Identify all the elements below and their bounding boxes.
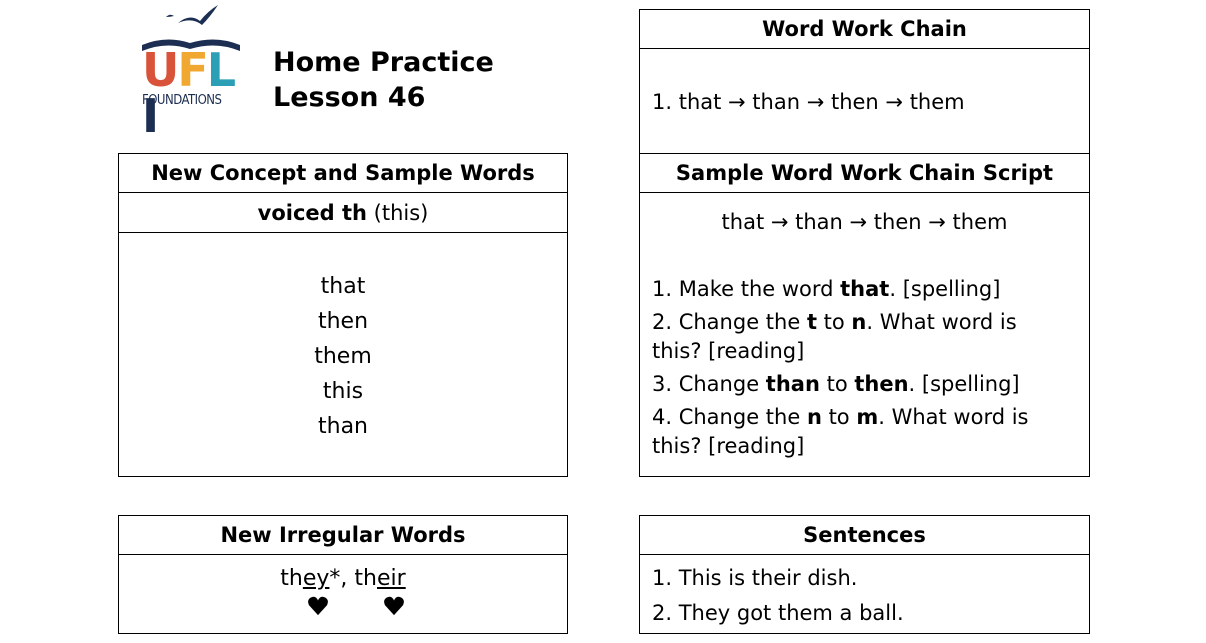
concept-subtitle-bold: voiced th: [257, 200, 367, 225]
script-step: 1. Make the word that. [spelling]: [652, 277, 1001, 301]
concept-box: [118, 153, 568, 477]
irregular-word-their: their: [354, 566, 406, 591]
sentences-title: Sentences: [640, 516, 1089, 555]
title-line-2: Lesson 46: [273, 82, 426, 113]
sample-word: that: [320, 274, 366, 299]
word-chain-title: Word Work Chain: [640, 10, 1089, 49]
irregular-box: [118, 515, 568, 634]
logo-letter-l: L: [206, 43, 235, 97]
heart-icon: [307, 596, 329, 616]
sample-word: then: [317, 309, 369, 334]
irregular-word-they: they*,: [280, 566, 348, 591]
script-step: 3. Change than to then. [spelling]: [652, 372, 1020, 396]
chain-script-chain: that → than → then → them: [721, 210, 1008, 234]
logo-letter-i: I: [142, 89, 158, 143]
sample-word: than: [318, 414, 368, 439]
title-line-1: Home Practice: [273, 47, 494, 78]
logo-subtitle: FOUNDATIONS: [142, 93, 222, 108]
sample-word: them: [314, 344, 372, 369]
sentence-list: [652, 564, 904, 628]
ufli-logo: [140, 3, 244, 143]
irregular-title: New Irregular Words: [119, 516, 567, 555]
concept-subtitle-rest: (this): [373, 200, 429, 225]
sentence-item: 2. They got them a ball.: [652, 601, 904, 625]
page-title: [273, 45, 494, 115]
script-step: 4. Change the n to m. What word is this? [reading]: [652, 405, 1029, 458]
sentence-item: 1. This is their dish.: [652, 566, 858, 590]
irregular-words: [119, 566, 567, 592]
chain-script-steps: [652, 275, 1081, 461]
word-chain-box: [639, 9, 1090, 154]
sample-word: this: [322, 379, 364, 404]
concept-title: New Concept and Sample Words: [119, 154, 567, 193]
logo-letter-f: F: [177, 43, 207, 97]
sample-word-list: [119, 233, 567, 444]
word-chain-line: 1. that → than → then → them: [652, 90, 965, 114]
script-step: 2. Change the t to n. What word is this? [reading]: [652, 310, 1017, 363]
heart-icon: [383, 596, 405, 616]
concept-subtitle: [119, 193, 567, 233]
logo-letter-u: U: [142, 43, 178, 97]
chain-script-box: [639, 153, 1090, 477]
sentences-box: [639, 515, 1090, 634]
chain-script-title: Sample Word Work Chain Script: [640, 154, 1089, 193]
